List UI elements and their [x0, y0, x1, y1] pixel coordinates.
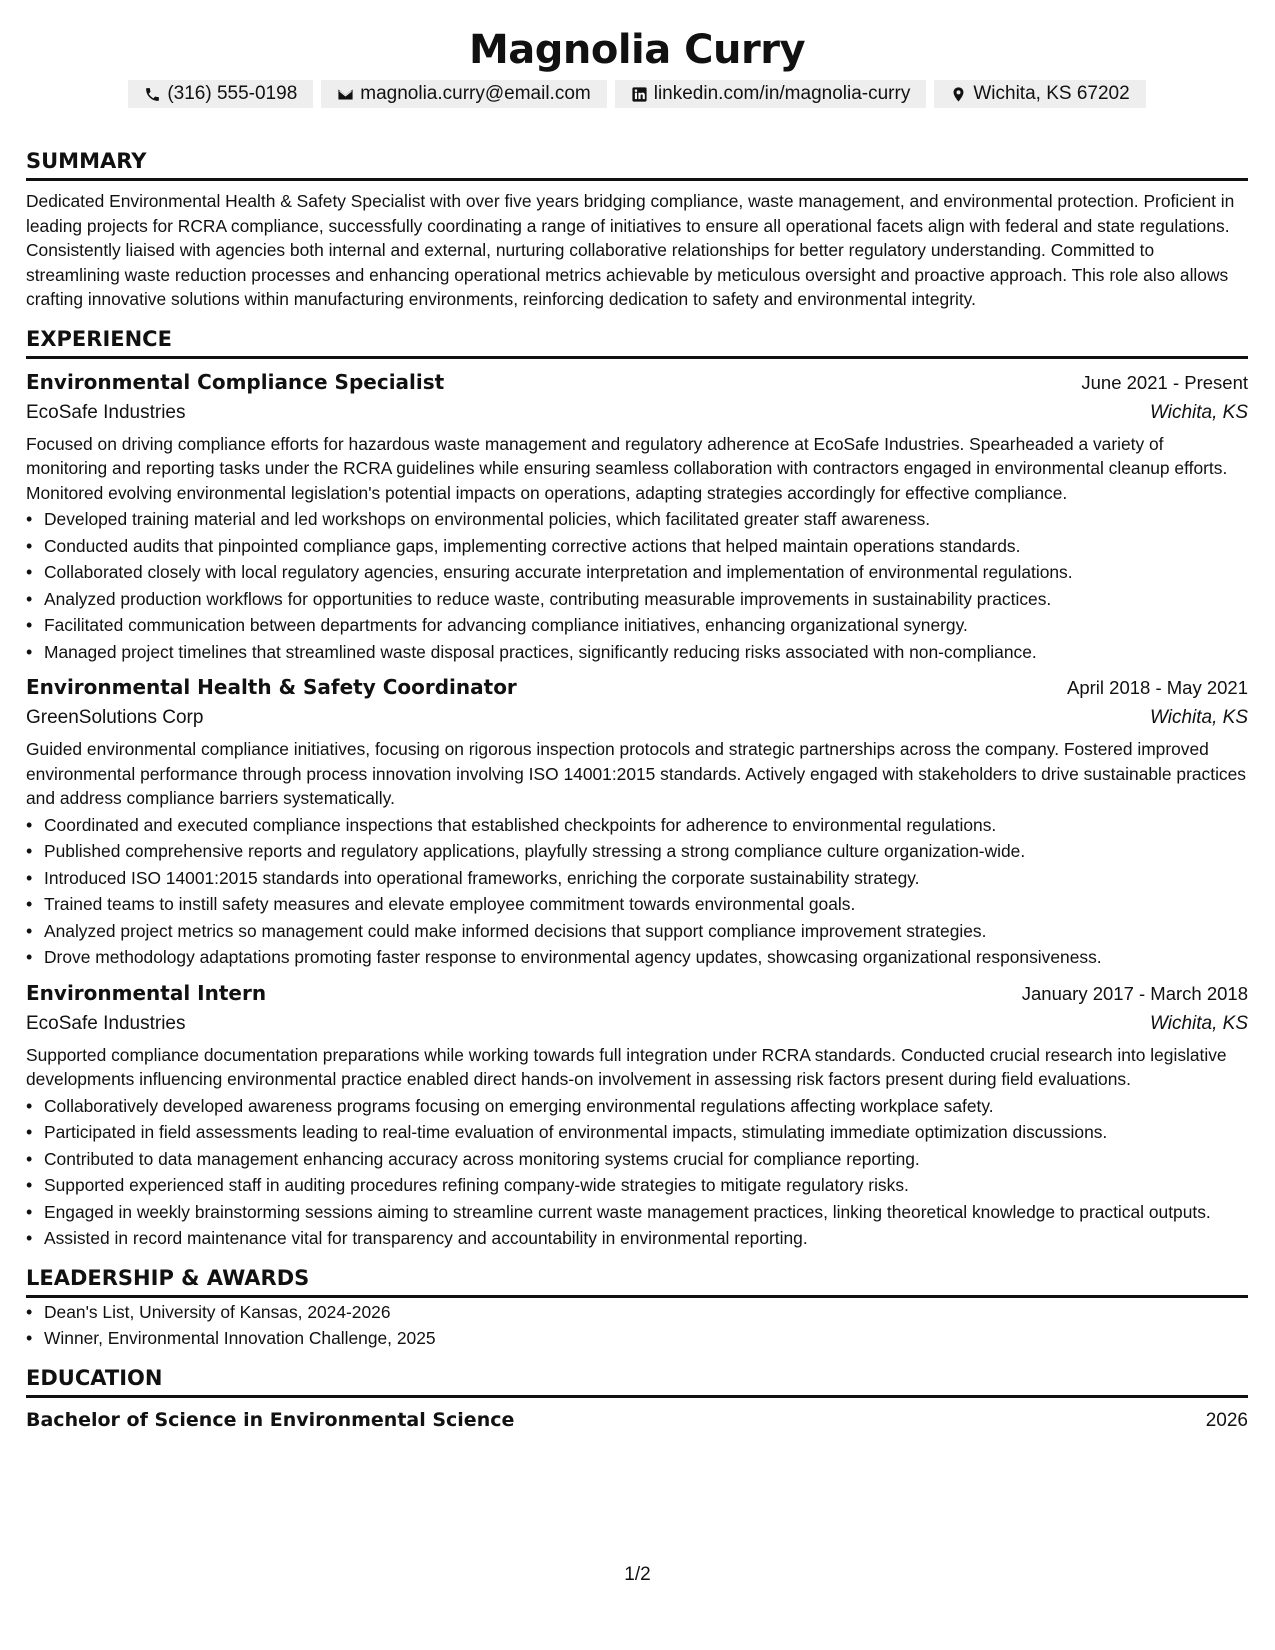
list-item: • Contributed to data management enhancing accuracy across monitoring systems crucial for compliance reporting.	[44, 1147, 1248, 1172]
linkedin-icon	[631, 86, 648, 103]
list-item: • Drove methodology adaptations promoting faster response to environmental agency updates, showcasing organizational responsiveness.	[44, 945, 1248, 970]
summary-heading: SUMMARY	[26, 148, 1248, 181]
contact-linkedin	[615, 80, 927, 108]
contact-bar	[26, 80, 1248, 108]
job-bullets	[26, 507, 1248, 664]
job-title: Environmental Compliance Specialist	[26, 369, 445, 394]
contact-phone-text: (316) 555-0198	[167, 83, 298, 104]
list-item: • Engaged in weekly brainstorming sessions aiming to streamline current waste management practices, linking theoretical knowledge to practical outputs.	[44, 1200, 1248, 1225]
awards-section	[26, 1265, 1248, 1351]
job-bullets	[26, 1094, 1248, 1251]
phone-icon	[144, 86, 161, 103]
list-item: • Introduced ISO 14001:2015 standards into operational frameworks, enriching the corporate sustainability strategy.	[44, 866, 1248, 891]
list-item: • Conducted audits that pinpointed compliance gaps, implementing corrective actions that helped maintain operations standards.	[44, 534, 1248, 559]
job-description: Focused on driving compliance efforts for hazardous waste management and regulatory adherence at EcoSafe Industries. Spearheaded a variety of monitoring and reporting tasks under the RCRA guidelines while ensuring seamless collaboration with contractors engaged in environmental cleanup efforts. Monitored evolving environmental legislation's potential impacts on operations, adapting strategies accordingly for effective compliance.	[26, 433, 1228, 503]
list-item: • Trained teams to instill safety measures and elevate employee commitment towards environmental goals.	[44, 892, 1248, 917]
job-location: Wichita, KS	[1149, 401, 1248, 423]
envelope-icon	[337, 86, 354, 103]
contact-email	[321, 80, 606, 108]
summary-section	[26, 148, 1248, 312]
candidate-name: Magnolia Curry	[468, 27, 806, 73]
experience-heading: EXPERIENCE	[26, 326, 1248, 359]
job-dates: April 2018 - May 2021	[1067, 677, 1248, 698]
job-company: GreenSolutions Corp	[26, 707, 204, 728]
experience-section	[26, 326, 1248, 1251]
list-item: • Dean's List, University of Kansas, 2024-2026	[44, 1300, 1248, 1325]
list-item: • Supported experienced staff in auditing procedures refining company-wide strategies to mitigate regulatory risks.	[44, 1173, 1248, 1198]
job-dates: January 2017 - March 2018	[1021, 982, 1248, 1004]
list-item: • Analyzed project metrics so management could make informed decisions that support compliance improvement strategies.	[44, 919, 1248, 944]
list-item: • Analyzed production workflows for opportunities to reduce waste, contributing measurable improvements in sustainability practices.	[44, 587, 1248, 612]
list-item: • Published comprehensive reports and regulatory applications, playfully stressing a strong compliance culture organization-wide.	[44, 839, 1248, 864]
job-company: EcoSafe Industries	[26, 1012, 186, 1034]
summary-text: Dedicated Environmental Health & Safety Specialist with over five years bridging compliance, waste management, and environmental protection. Proficient in leading projects for RCRA compliance, successfully coordinating a range of initiatives to ensure all operational facets align with federal and state regulations. Consistently liaised with agencies both internal and external, nurturing collaborative relationships for better regulatory understanding. Committed to streamlining waste reduction processes and enhancing operational metrics achievable by meticulous oversight and proactive approach. This role also allows crafting innovative solutions within manufacturing environments, reinforcing dedication to safety and environmental integrity.	[26, 191, 1235, 309]
education-year: 2026	[1205, 1409, 1248, 1431]
list-item: • Assisted in record maintenance vital for transparency and accountability in environmental reporting.	[44, 1226, 1248, 1251]
job-entry	[26, 978, 1248, 1251]
contact-location-text: Wichita, KS 67202	[973, 83, 1130, 104]
list-item: • Facilitated communication between departments for advancing compliance initiatives, enhancing organizational synergy.	[44, 613, 1248, 638]
contact-email-text: magnolia.curry@email.com	[360, 83, 591, 104]
page-number: 1/2	[624, 1564, 651, 1585]
job-title: Environmental Health & Safety Coordinator	[26, 675, 517, 699]
list-item: • Collaborated closely with local regulatory agencies, ensuring accurate interpretation and implementation of environmental regulations.	[44, 560, 1248, 585]
map-pin-icon	[950, 86, 967, 103]
list-item: • Collaboratively developed awareness programs focusing on emerging environmental regulations affecting workplace safety.	[44, 1094, 1248, 1119]
job-location: Wichita, KS	[1149, 707, 1248, 728]
education-degree: Bachelor of Science in Environmental Science	[26, 1408, 515, 1431]
job-company: EcoSafe Industries	[26, 401, 186, 423]
contact-linkedin-text: linkedin.com/in/magnolia-curry	[653, 83, 911, 104]
list-item: • Managed project timelines that streamlined waste disposal practices, significantly reducing risks associated with non-compliance.	[44, 640, 1248, 665]
list-item: • Coordinated and executed compliance inspections that established checkpoints for adherence to environmental regulations.	[44, 813, 1248, 838]
job-dates: June 2021 - Present	[1081, 371, 1248, 393]
contact-phone	[128, 80, 313, 108]
job-bullets	[26, 813, 1248, 970]
awards-heading: LEADERSHIP & AWARDS	[26, 1265, 1248, 1298]
job-description: Supported compliance documentation preparations while working towards full integration under RCRA standards. Conducted crucial research into legislative developments influencing environmental practice enabled direct hands-on involvement in assessing risk factors present during field evaluations.	[26, 1044, 1227, 1089]
job-title: Environmental Intern	[26, 980, 267, 1005]
contact-location	[934, 80, 1145, 108]
job-entry	[26, 672, 1248, 970]
list-item: • Participated in field assessments leading to real-time evaluation of environmental impacts, stimulating immediate optimization discussions.	[44, 1120, 1248, 1145]
job-location: Wichita, KS	[1149, 1012, 1248, 1034]
list-item: • Developed training material and led workshops on environmental policies, which facilitated greater staff awareness.	[44, 507, 1248, 532]
education-section	[26, 1365, 1248, 1435]
list-item: • Winner, Environmental Innovation Challenge, 2025	[44, 1326, 1248, 1351]
resume-page	[26, 0, 1248, 1435]
job-entry	[26, 367, 1248, 665]
job-description: Guided environmental compliance initiatives, focusing on rigorous inspection protocols and strategic partnerships across the company. Fostered improved environmental performance through process innovation involving ISO 14001:2015 standards. Actively engaged with stakeholders to drive sustainable practices and address compliance barriers systematically.	[26, 739, 1246, 808]
awards-list	[26, 1300, 1248, 1351]
education-heading: EDUCATION	[26, 1365, 1248, 1398]
